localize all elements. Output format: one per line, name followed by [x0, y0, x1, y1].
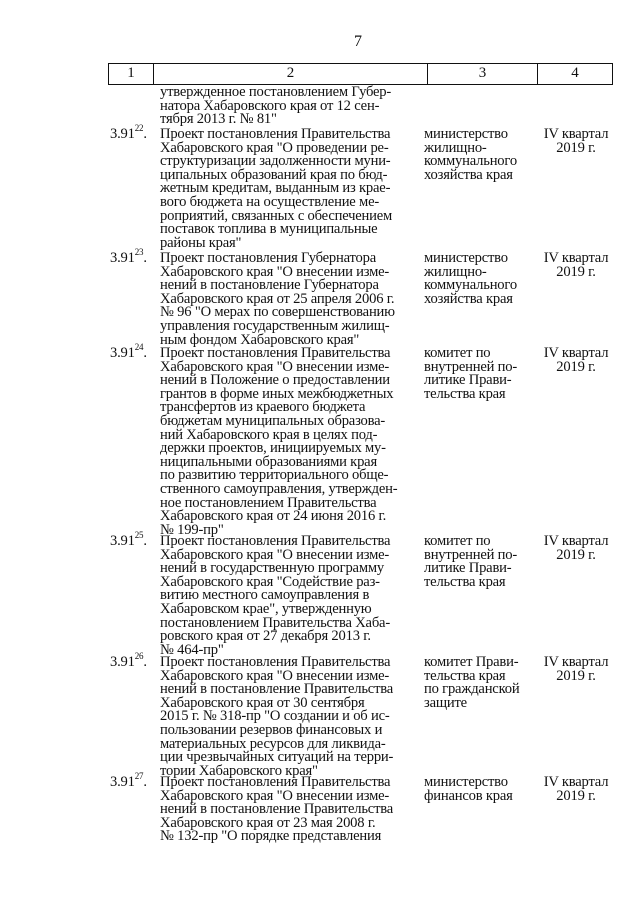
item-description: Проект постановления Правительства Хабаровского края "О внесении изме- нений в постановление Правительства Хабаровского края от 23 мая 2008 г. № 132-пр "О порядке представления	[160, 774, 394, 845]
header-col-4: 4	[571, 65, 579, 81]
item-number: 3.91$^{27}$.	[110, 771, 147, 790]
deadline: IV квартал 2019 г.	[543, 654, 609, 684]
item-number: 3.91$^{23}$.	[110, 247, 147, 266]
responsible-body: министерство жилищно- коммунального хозяйства края	[424, 126, 517, 183]
continuation-text: утвержденное постановлением Губер- натора Хабаровского края от 12 сен- тября 2013 г. № 81"	[160, 84, 392, 128]
table-header	[108, 63, 613, 85]
deadline: IV квартал 2019 г.	[543, 250, 609, 280]
item-number: 3.91$^{22}$.	[110, 123, 147, 142]
item-number: 3.91$^{26}$.	[110, 651, 147, 670]
deadline: IV квартал 2019 г.	[543, 774, 609, 804]
item-description: Проект постановления Правительства Хабаровского края "О проведении ре- структуризации задолженности муни- ципальных образований края по бюд- жетным кредитам, выданным из крае- вого бюджета на осуществление ме- роприятий, связанных с обеспечением поставок топлива в муниципальные районы края"	[160, 126, 393, 251]
responsible-body: комитет по внутренней по- литике Прави- тельства края	[424, 533, 518, 590]
header-col-1: 1	[109, 64, 154, 84]
item-description: Проект постановления Правительства Хабаровского края "О внесении изме- нений в Положение о предоставлении грантов в форме иных межбюджетных трансфертов из краевого бюджета бюджетам муниципальных образова- ний Хабаровского края в целях под- держки проектов, инициируемых му- ниципальными образованиями края по развитию территориального обще- ственного самоуправления, утвержден- ное постановлением Правительства Хабаровского края от 24 июня 2016 г. № 199-пр"	[160, 345, 398, 538]
deadline: IV квартал 2019 г.	[543, 345, 609, 375]
deadline: IV квартал 2019 г.	[543, 533, 609, 563]
header-col-3: 3	[428, 64, 538, 84]
item-description: Проект постановления Правительства Хабаровского края "О внесении изме- нений в постановление Правительства Хабаровского края от 30 сентября 2015 г. № 318-пр "О создании и об ис- пользовании резервов финансовых и материальных ресурсов для ликвида- ции чрезвычайных ситуаций на терри- тории Хабаровского края"	[160, 654, 394, 779]
responsible-body: министерство финансов края	[424, 774, 513, 804]
deadline: IV квартал 2019 г.	[543, 126, 609, 156]
responsible-body: министерство жилищно- коммунального хозяйства края	[424, 250, 517, 307]
responsible-body: комитет Прави- тельства края по гражданской защите	[424, 654, 520, 711]
header-col-2: 2	[154, 64, 428, 84]
item-number: 3.91$^{25}$.	[110, 530, 147, 549]
page-number: 7	[354, 33, 362, 50]
item-description: Проект постановления Губернатора Хабаровского края "О внесении изме- нений в постановление Губернатора Хабаровского края от 25 апреля 2006 г. № 96 "О мерах по совершенствованию управления государственным жилищ- ным фондом Хабаровского края"	[160, 250, 395, 348]
responsible-body: комитет по внутренней по- литике Прави- тельства края	[424, 345, 518, 402]
item-description: Проект постановления Правительства Хабаровского края "О внесении изме- нений в государственную программу Хабаровского края "Содействие раз- витию местного самоуправления в Хабаровском крае", утвержденную постановлением Правительства Хаба- ровского края от 27 декабря 2013 г. № 464-пр"	[160, 533, 391, 658]
item-number: 3.91$^{24}$.	[110, 342, 147, 361]
